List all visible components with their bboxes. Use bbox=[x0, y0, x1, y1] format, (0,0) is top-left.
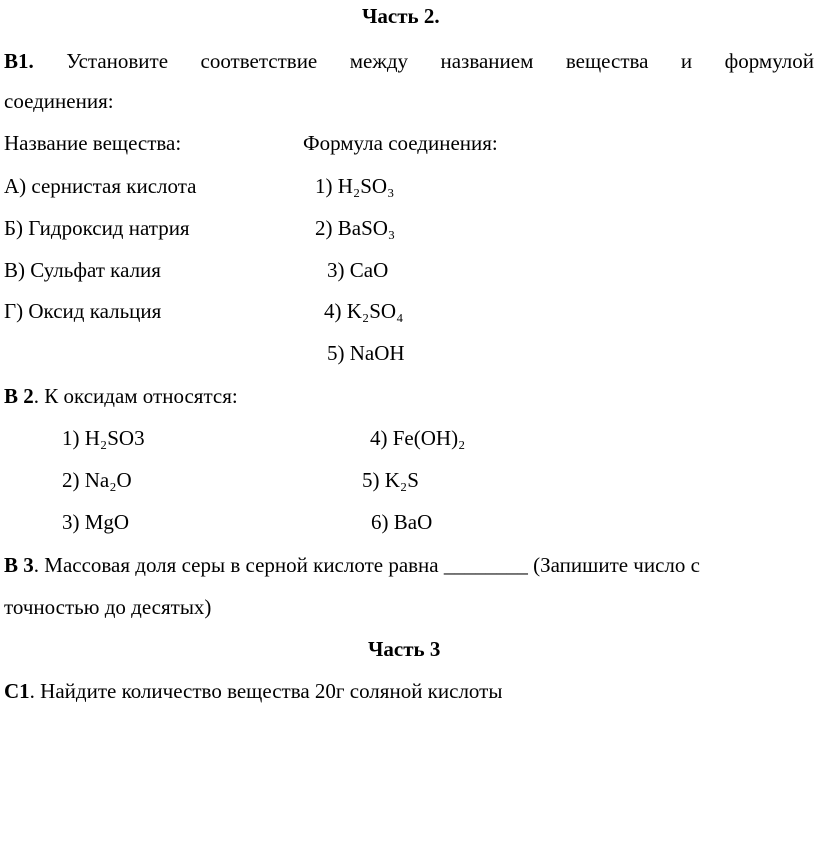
b3-label: В 3 bbox=[4, 553, 34, 577]
b1-formula-5: 5) NaOH bbox=[327, 341, 405, 365]
b1-question-line1 bbox=[4, 49, 814, 74]
b3-text-line2: точностью до десятых) bbox=[4, 595, 212, 619]
b1-name-v: В) Сульфат калия bbox=[4, 258, 161, 282]
b1-formula-4: 4) K₂SO₄ bbox=[324, 299, 404, 323]
b2-text: . К оксидам относятся: bbox=[33, 384, 238, 408]
b1-formula-3: 3) CaO bbox=[327, 258, 389, 282]
b1-formula-1: 1) H₂SO₃ bbox=[315, 174, 395, 198]
c1-question bbox=[4, 681, 502, 702]
c1-text: . Найдите количество вещества 20г соляной кислоты bbox=[29, 679, 503, 703]
b1-text-line1: Установите соответствие между названием вещества и формулой bbox=[66, 49, 814, 73]
part3-title: Часть 3 bbox=[368, 637, 441, 661]
b1-text-line2: соединения: bbox=[4, 89, 114, 113]
b2-option-1: 1) H₂SO3 bbox=[62, 426, 145, 450]
b1-header-formulas: Формула соединения: bbox=[303, 131, 498, 155]
b1-question bbox=[4, 49, 814, 74]
part2-title: Часть 2. bbox=[362, 4, 440, 28]
b2-option-5: 5) K₂S bbox=[362, 468, 419, 492]
b2-option-3: 3) MgO bbox=[62, 510, 130, 534]
b1-name-b: Б) Гидроксид натрия bbox=[4, 216, 190, 240]
b1-name-a: А) сернистая кислота bbox=[4, 174, 197, 198]
b2-option-4: 4) Fe(OH)₂ bbox=[370, 426, 466, 450]
b2-option-2: 2) Na₂O bbox=[62, 468, 132, 492]
b3-question bbox=[4, 555, 700, 576]
b3-text-line1: . Массовая доля серы в серной кислоте равна ________ (Запишите число с bbox=[33, 553, 700, 577]
b1-header-names: Название вещества: bbox=[4, 131, 182, 155]
b1-name-g: Г) Оксид кальция bbox=[4, 299, 162, 323]
b2-option-6: 6) BaO bbox=[371, 510, 433, 534]
b1-label: В1. bbox=[4, 49, 34, 73]
b1-formula-2: 2) BaSO₃ bbox=[315, 216, 396, 240]
b2-question bbox=[4, 386, 238, 407]
c1-label: С1 bbox=[4, 679, 30, 703]
b2-label: В 2 bbox=[4, 384, 34, 408]
